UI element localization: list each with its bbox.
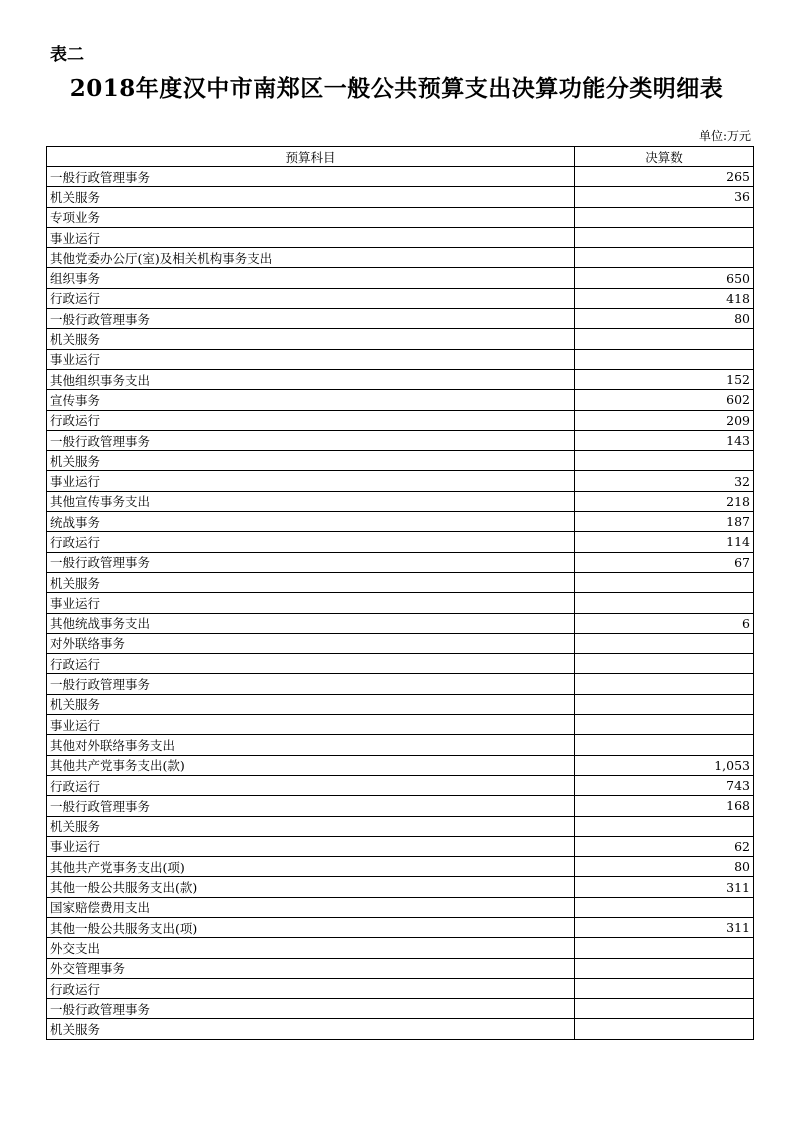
amount-cell: 62 bbox=[575, 836, 754, 856]
amount-cell bbox=[575, 978, 754, 998]
table-row bbox=[47, 613, 754, 633]
subject-cell: 事业运行 bbox=[47, 349, 575, 369]
amount-cell: 187 bbox=[575, 512, 754, 532]
subject-cell: 其他一般公共服务支出(款) bbox=[47, 877, 575, 897]
budget-detail-table bbox=[46, 146, 754, 1040]
amount-cell: 114 bbox=[575, 532, 754, 552]
table-row bbox=[47, 1019, 754, 1039]
table-body bbox=[47, 167, 754, 1040]
amount-cell bbox=[575, 674, 754, 694]
amount-cell: 152 bbox=[575, 369, 754, 389]
subject-cell: 事业运行 bbox=[47, 715, 575, 735]
amount-cell bbox=[575, 633, 754, 653]
subject-cell: 一般行政管理事务 bbox=[47, 796, 575, 816]
table-row bbox=[47, 938, 754, 958]
subject-cell: 事业运行 bbox=[47, 227, 575, 247]
table-row bbox=[47, 857, 754, 877]
subject-cell: 一般行政管理事务 bbox=[47, 999, 575, 1019]
table-row bbox=[47, 288, 754, 308]
subject-cell: 一般行政管理事务 bbox=[47, 674, 575, 694]
amount-cell bbox=[575, 897, 754, 917]
table-row bbox=[47, 451, 754, 471]
table-row bbox=[47, 958, 754, 978]
table-row bbox=[47, 167, 754, 187]
subject-cell: 外交支出 bbox=[47, 938, 575, 958]
table-row bbox=[47, 735, 754, 755]
subject-cell: 行政运行 bbox=[47, 654, 575, 674]
amount-cell bbox=[575, 715, 754, 735]
table-row bbox=[47, 694, 754, 714]
table-row bbox=[47, 512, 754, 532]
table-row bbox=[47, 390, 754, 410]
subject-cell: 其他一般公共服务支出(项) bbox=[47, 917, 575, 937]
column-header-amount: 决算数 bbox=[575, 147, 754, 167]
subject-cell: 其他共产党事务支出(款) bbox=[47, 755, 575, 775]
subject-cell: 事业运行 bbox=[47, 593, 575, 613]
amount-cell: 311 bbox=[575, 877, 754, 897]
subject-cell: 事业运行 bbox=[47, 471, 575, 491]
table-header-row bbox=[47, 147, 754, 167]
table-row bbox=[47, 552, 754, 572]
subject-cell: 事业运行 bbox=[47, 836, 575, 856]
table-row bbox=[47, 674, 754, 694]
amount-cell: 168 bbox=[575, 796, 754, 816]
amount-cell bbox=[575, 248, 754, 268]
subject-cell: 机关服务 bbox=[47, 187, 575, 207]
table-row bbox=[47, 471, 754, 491]
amount-cell: 418 bbox=[575, 288, 754, 308]
amount-cell: 265 bbox=[575, 167, 754, 187]
table-row bbox=[47, 836, 754, 856]
amount-cell: 36 bbox=[575, 187, 754, 207]
subject-cell: 外交管理事务 bbox=[47, 958, 575, 978]
subject-cell: 机关服务 bbox=[47, 451, 575, 471]
amount-cell bbox=[575, 572, 754, 592]
amount-cell: 32 bbox=[575, 471, 754, 491]
amount-cell: 80 bbox=[575, 857, 754, 877]
amount-cell: 602 bbox=[575, 390, 754, 410]
table-row bbox=[47, 715, 754, 735]
table-label: 表二 bbox=[50, 45, 84, 65]
table-row bbox=[47, 187, 754, 207]
subject-cell: 机关服务 bbox=[47, 816, 575, 836]
amount-cell bbox=[575, 451, 754, 471]
table-row bbox=[47, 593, 754, 613]
table-row bbox=[47, 309, 754, 329]
subject-cell: 机关服务 bbox=[47, 1019, 575, 1039]
table-row bbox=[47, 329, 754, 349]
subject-cell: 机关服务 bbox=[47, 329, 575, 349]
subject-cell: 机关服务 bbox=[47, 572, 575, 592]
amount-cell: 80 bbox=[575, 309, 754, 329]
amount-cell: 743 bbox=[575, 775, 754, 795]
table-row bbox=[47, 430, 754, 450]
amount-cell bbox=[575, 654, 754, 674]
amount-cell bbox=[575, 816, 754, 836]
subject-cell: 一般行政管理事务 bbox=[47, 430, 575, 450]
table-row bbox=[47, 816, 754, 836]
table-row bbox=[47, 410, 754, 430]
subject-cell: 其他宣传事务支出 bbox=[47, 491, 575, 511]
subject-cell: 统战事务 bbox=[47, 512, 575, 532]
table-row bbox=[47, 796, 754, 816]
unit-label: 单位:万元 bbox=[698, 129, 751, 143]
amount-cell bbox=[575, 1019, 754, 1039]
amount-cell: 1,053 bbox=[575, 755, 754, 775]
subject-cell: 其他共产党事务支出(项) bbox=[47, 857, 575, 877]
table-row bbox=[47, 491, 754, 511]
table-row bbox=[47, 775, 754, 795]
amount-cell: 650 bbox=[575, 268, 754, 288]
subject-cell: 专项业务 bbox=[47, 207, 575, 227]
table-row bbox=[47, 917, 754, 937]
subject-cell: 行政运行 bbox=[47, 775, 575, 795]
table-row bbox=[47, 978, 754, 998]
subject-cell: 其他党委办公厅(室)及相关机构事务支出 bbox=[47, 248, 575, 268]
subject-cell: 一般行政管理事务 bbox=[47, 309, 575, 329]
amount-cell bbox=[575, 349, 754, 369]
amount-cell bbox=[575, 694, 754, 714]
page-title: 2018年度汉中市南郑区一般公共预算支出决算功能分类明细表 bbox=[69, 75, 724, 102]
table-row bbox=[47, 897, 754, 917]
subject-cell: 对外联络事务 bbox=[47, 633, 575, 653]
amount-cell bbox=[575, 735, 754, 755]
amount-cell: 143 bbox=[575, 430, 754, 450]
table-row bbox=[47, 207, 754, 227]
subject-cell: 行政运行 bbox=[47, 288, 575, 308]
table-row bbox=[47, 654, 754, 674]
subject-cell: 其他对外联络事务支出 bbox=[47, 735, 575, 755]
amount-cell: 209 bbox=[575, 410, 754, 430]
amount-cell bbox=[575, 938, 754, 958]
subject-cell: 一般行政管理事务 bbox=[47, 167, 575, 187]
table-row bbox=[47, 248, 754, 268]
amount-cell: 67 bbox=[575, 552, 754, 572]
amount-cell bbox=[575, 329, 754, 349]
subject-cell: 机关服务 bbox=[47, 694, 575, 714]
table-row bbox=[47, 369, 754, 389]
amount-cell bbox=[575, 207, 754, 227]
table-row bbox=[47, 572, 754, 592]
subject-cell: 行政运行 bbox=[47, 532, 575, 552]
amount-cell: 311 bbox=[575, 917, 754, 937]
amount-cell bbox=[575, 958, 754, 978]
table-row bbox=[47, 532, 754, 552]
amount-cell bbox=[575, 593, 754, 613]
table-row bbox=[47, 349, 754, 369]
table-row bbox=[47, 633, 754, 653]
subject-cell: 行政运行 bbox=[47, 978, 575, 998]
subject-cell: 宣传事务 bbox=[47, 390, 575, 410]
table-row bbox=[47, 227, 754, 247]
subject-cell: 组织事务 bbox=[47, 268, 575, 288]
amount-cell: 6 bbox=[575, 613, 754, 633]
subject-cell: 其他统战事务支出 bbox=[47, 613, 575, 633]
amount-cell: 218 bbox=[575, 491, 754, 511]
subject-cell: 其他组织事务支出 bbox=[47, 369, 575, 389]
table-row bbox=[47, 268, 754, 288]
table-row bbox=[47, 877, 754, 897]
amount-cell bbox=[575, 227, 754, 247]
subject-cell: 一般行政管理事务 bbox=[47, 552, 575, 572]
subject-cell: 国家赔偿费用支出 bbox=[47, 897, 575, 917]
amount-cell bbox=[575, 999, 754, 1019]
table-row bbox=[47, 999, 754, 1019]
subject-cell: 行政运行 bbox=[47, 410, 575, 430]
table-row bbox=[47, 755, 754, 775]
column-header-subject: 预算科目 bbox=[47, 147, 575, 167]
